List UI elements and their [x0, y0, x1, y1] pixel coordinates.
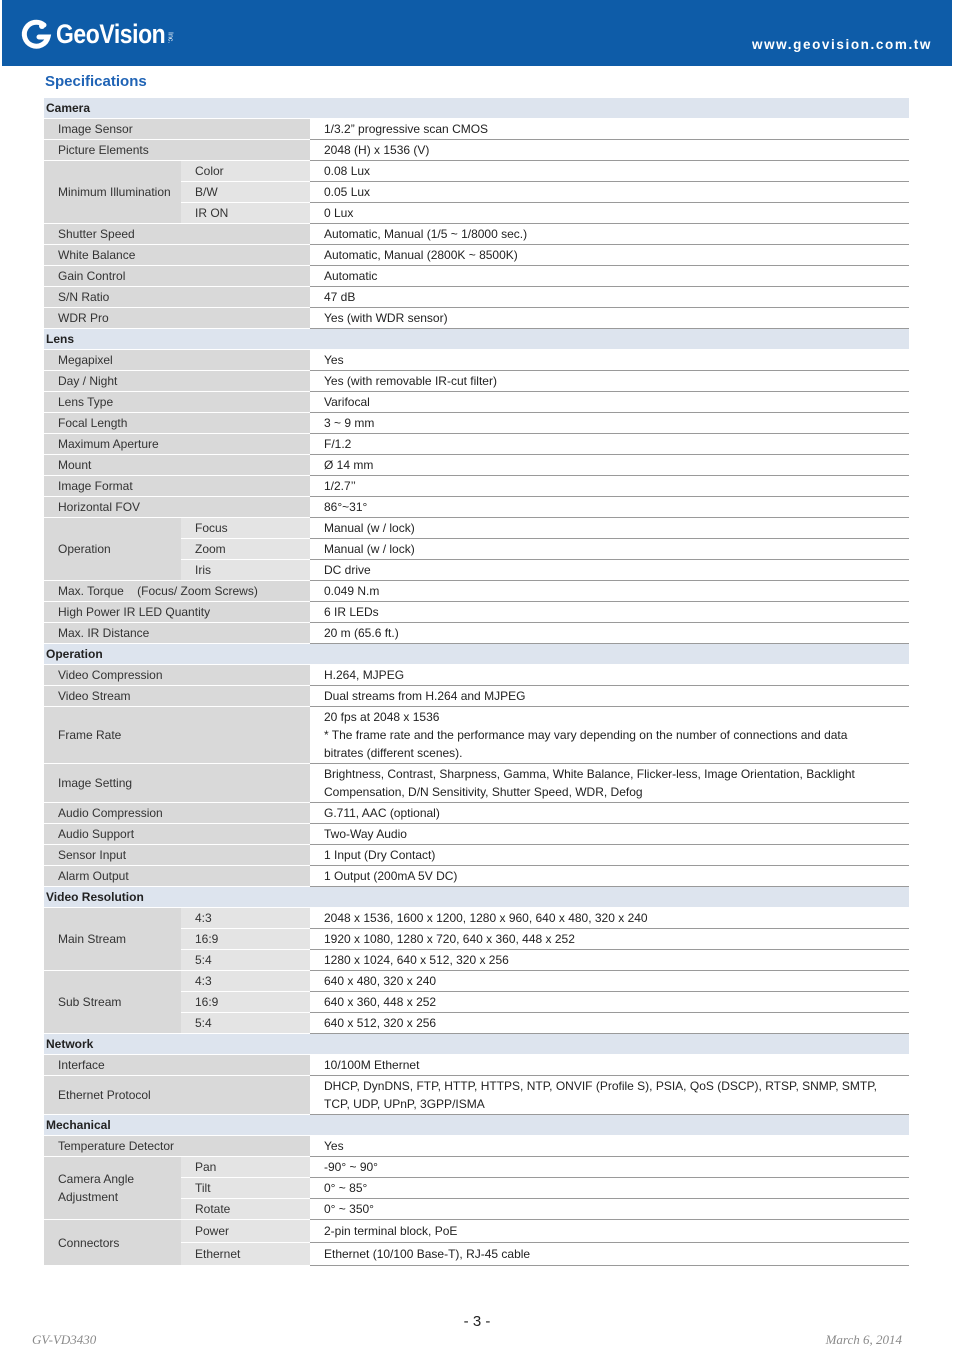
spec-key: Sub Stream — [44, 971, 181, 1034]
spec-value: F/1.2 — [310, 434, 909, 455]
table-row — [44, 623, 909, 644]
page-number: - 3 - — [463, 1313, 491, 1330]
spec-key: Camera Angle Adjustment — [44, 1157, 181, 1220]
spec-value: Automatic — [310, 266, 909, 287]
spec-value: 2048 x 1536, 1600 x 1200, 1280 x 960, 640 x 480, 320 x 240 — [310, 908, 909, 929]
section-mechanical: Mechanical — [44, 1115, 909, 1136]
table-row — [44, 518, 909, 539]
page-header — [2, 0, 952, 66]
spec-value: 10/100M Ethernet — [310, 1055, 909, 1076]
spec-value: 86°~31° — [310, 497, 909, 518]
table-row — [44, 908, 909, 929]
spec-subkey: Power — [181, 1220, 310, 1243]
spec-key: Gain Control — [44, 266, 310, 287]
spec-value: Automatic, Manual (1/5 ~ 1/8000 sec.) — [310, 224, 909, 245]
spec-subkey: Tilt — [181, 1178, 310, 1199]
geovision-logo — [20, 14, 174, 54]
spec-value: Dual streams from H.264 and MJPEG — [310, 686, 909, 707]
spec-value: H.264, MJPEG — [310, 665, 909, 686]
spec-value: Automatic, Manual (2800K ~ 8500K) — [310, 245, 909, 266]
table-row — [44, 476, 909, 497]
spec-subkey: B/W — [181, 182, 310, 203]
spec-key: Temperature Detector — [44, 1136, 310, 1157]
table-row — [44, 266, 909, 287]
spec-value: 0 Lux — [310, 203, 909, 224]
section-row — [44, 1115, 909, 1136]
page-title: Specifications — [45, 73, 147, 90]
spec-value: Ø 14 mm — [310, 455, 909, 476]
table-row — [44, 971, 909, 992]
spec-subkey: Focus — [181, 518, 310, 539]
table-row — [44, 455, 909, 476]
spec-value: 640 x 360, 448 x 252 — [310, 992, 909, 1013]
section-camera: Camera — [44, 98, 909, 119]
table-row — [44, 161, 909, 182]
spec-key: Alarm Output — [44, 866, 310, 887]
section-lens: Lens — [44, 329, 909, 350]
spec-key: Audio Compression — [44, 803, 310, 824]
table-row — [44, 581, 909, 602]
table-row — [44, 1136, 909, 1157]
spec-key: Audio Support — [44, 824, 310, 845]
spec-value: Yes (with WDR sensor) — [310, 308, 909, 329]
spec-subkey: Pan — [181, 1157, 310, 1178]
spec-value: Manual (w / lock) — [310, 539, 909, 560]
spec-key: Video Stream — [44, 686, 310, 707]
spec-key: Interface — [44, 1055, 310, 1076]
table-row — [44, 392, 909, 413]
spec-value: 2-pin terminal block, PoE — [310, 1220, 909, 1243]
spec-subkey: IR ON — [181, 203, 310, 224]
spec-key: Connectors — [44, 1220, 181, 1266]
spec-key: Max. IR Distance — [44, 623, 310, 644]
spec-key: Focal Length — [44, 413, 310, 434]
spec-value: Ethernet (10/100 Base-T), RJ-45 cable — [310, 1243, 909, 1266]
brand-name: GeoVision — [56, 18, 166, 49]
spec-key: Max. Torque (Focus/ Zoom Screws) — [44, 581, 310, 602]
spec-value: Two-Way Audio — [310, 824, 909, 845]
spec-subkey: 5:4 — [181, 950, 310, 971]
spec-subkey: 4:3 — [181, 971, 310, 992]
spec-key: Day / Night — [44, 371, 310, 392]
spec-key: Frame Rate — [44, 707, 310, 764]
spec-key: Horizontal FOV — [44, 497, 310, 518]
table-row — [44, 413, 909, 434]
spec-subkey: 5:4 — [181, 1013, 310, 1034]
spec-value: 1 Input (Dry Contact) — [310, 845, 909, 866]
spec-key: Main Stream — [44, 908, 181, 971]
section-video-resolution: Video Resolution — [44, 887, 909, 908]
footer-date: March 6, 2014 — [825, 1332, 902, 1347]
spec-value: 1/3.2” progressive scan CMOS — [310, 119, 909, 140]
table-row — [44, 287, 909, 308]
spec-value: Yes (with removable IR-cut filter) — [310, 371, 909, 392]
spec-value: 6 IR LEDs — [310, 602, 909, 623]
spec-value: DHCP, DynDNS, FTP, HTTP, HTTPS, NTP, ONVIF (Profile S), PSIA, QoS (DSCP), RTSP, SNMP, SMTP, TCP, UDP, UPnP, 3GPP/ISMA — [310, 1076, 909, 1115]
spec-value — [310, 707, 909, 764]
table-row — [44, 665, 909, 686]
spec-subkey: 16:9 — [181, 992, 310, 1013]
brand-suffix: Inc. — [166, 32, 174, 44]
section-row — [44, 98, 909, 119]
spec-value: 0.05 Lux — [310, 182, 909, 203]
spec-value: 0° ~ 85° — [310, 1178, 909, 1199]
spec-value: 1 Output (200mA 5V DC) — [310, 866, 909, 887]
spec-value: 1920 x 1080, 1280 x 720, 640 x 360, 448 x 252 — [310, 929, 909, 950]
table-row — [44, 497, 909, 518]
spec-subkey: Rotate — [181, 1199, 310, 1220]
spec-key: Megapixel — [44, 350, 310, 371]
website-url[interactable]: www.geovision.com.tw — [751, 37, 932, 52]
table-row — [44, 1076, 909, 1115]
frame-rate-note: * The frame rate and the performance may vary depending on the number of connections and data bitrates (different scenes). — [324, 728, 848, 760]
table-row — [44, 224, 909, 245]
spec-subkey: 4:3 — [181, 908, 310, 929]
table-row — [44, 434, 909, 455]
spec-key: High Power IR LED Quantity — [44, 602, 310, 623]
spec-value: DC drive — [310, 560, 909, 581]
spec-subkey: Zoom — [181, 539, 310, 560]
table-row — [44, 686, 909, 707]
spec-key: Image Sensor — [44, 119, 310, 140]
table-row — [44, 119, 909, 140]
spec-key: Shutter Speed — [44, 224, 310, 245]
spec-key: S/N Ratio — [44, 287, 310, 308]
spec-key: Picture Elements — [44, 140, 310, 161]
table-row — [44, 866, 909, 887]
table-row — [44, 707, 909, 764]
table-row — [44, 845, 909, 866]
spec-table — [44, 98, 909, 1266]
spec-subkey: Color — [181, 161, 310, 182]
spec-key: Image Format — [44, 476, 310, 497]
spec-key: White Balance — [44, 245, 310, 266]
section-row — [44, 887, 909, 908]
spec-key: WDR Pro — [44, 308, 310, 329]
table-row — [44, 803, 909, 824]
spec-value: 640 x 512, 320 x 256 — [310, 1013, 909, 1034]
spec-key: Ethernet Protocol — [44, 1076, 310, 1115]
table-row — [44, 602, 909, 623]
spec-value: -90° ~ 90° — [310, 1157, 909, 1178]
spec-subkey: Ethernet — [181, 1243, 310, 1266]
section-row — [44, 329, 909, 350]
spec-value: 0.08 Lux — [310, 161, 909, 182]
table-row — [44, 350, 909, 371]
section-row — [44, 1034, 909, 1055]
spec-value: 3 ~ 9 mm — [310, 413, 909, 434]
table-row — [44, 308, 909, 329]
spec-value: Brightness, Contrast, Sharpness, Gamma, White Balance, Flicker-less, Image Orientation, Backlight Compensation, D/N Sensitivity, Shutter Speed, WDR, Defog — [310, 764, 909, 803]
spec-value: 640 x 480, 320 x 240 — [310, 971, 909, 992]
spec-value: 20 m (65.6 ft.) — [310, 623, 909, 644]
spec-key: Operation — [44, 518, 181, 581]
spec-value: 1/2.7’’ — [310, 476, 909, 497]
table-row — [44, 140, 909, 161]
table-row — [44, 764, 909, 803]
spec-value: Manual (w / lock) — [310, 518, 909, 539]
footer-model: GV-VD3430 — [32, 1332, 97, 1347]
spec-key: Mount — [44, 455, 310, 476]
spec-value: 47 dB — [310, 287, 909, 308]
spec-value: Yes — [310, 350, 909, 371]
table-row — [44, 371, 909, 392]
spec-value: Varifocal — [310, 392, 909, 413]
table-row — [44, 824, 909, 845]
table-row — [44, 1220, 909, 1243]
section-network: Network — [44, 1034, 909, 1055]
spec-key: Sensor Input — [44, 845, 310, 866]
geovision-logo-icon — [20, 17, 54, 51]
spec-key: Lens Type — [44, 392, 310, 413]
table-row — [44, 245, 909, 266]
spec-key: Image Setting — [44, 764, 310, 803]
spec-value: 0.049 N.m — [310, 581, 909, 602]
spec-value: 1280 x 1024, 640 x 512, 320 x 256 — [310, 950, 909, 971]
spec-subkey: 16:9 — [181, 929, 310, 950]
spec-value: 0° ~ 350° — [310, 1199, 909, 1220]
table-row — [44, 1055, 909, 1076]
spec-value: Yes — [310, 1136, 909, 1157]
spec-value: G.711, AAC (optional) — [310, 803, 909, 824]
spec-key: Video Compression — [44, 665, 310, 686]
spec-key: Maximum Aperture — [44, 434, 310, 455]
spec-value: 2048 (H) x 1536 (V) — [310, 140, 909, 161]
table-row — [44, 1157, 909, 1178]
spec-subkey: Iris — [181, 560, 310, 581]
section-operation: Operation — [44, 644, 909, 665]
spec-key: Minimum Illumination — [44, 161, 181, 224]
frame-rate-line: 20 fps at 2048 x 1536 — [324, 710, 440, 724]
section-row — [44, 644, 909, 665]
